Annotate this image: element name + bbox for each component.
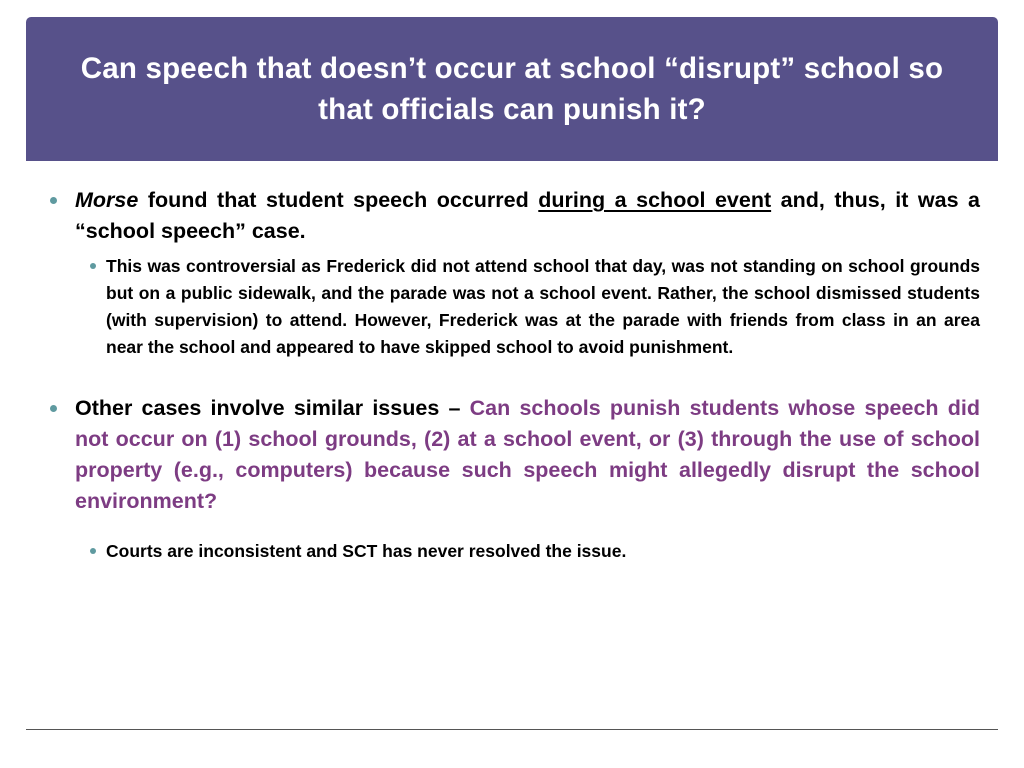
- bullet-dot-icon: [50, 405, 57, 412]
- sub-bullet-item-frederick: [90, 253, 980, 361]
- bullet-dot-icon: [90, 548, 96, 554]
- highlighted-question: Can schools punish students whose speech did not occur on (1) school grounds, (2) at a school event, or (3) through the use of school property (e.g., computers) because such speech might allegedly disrupt the school environment?: [75, 396, 981, 513]
- bullet-item-morse: [50, 185, 980, 247]
- sub-bullet-item-courts: [90, 538, 980, 565]
- case-name: Morse: [75, 188, 139, 212]
- bullet-dot-icon: [90, 263, 96, 269]
- underlined-phrase: during a school event: [538, 188, 772, 212]
- bullet-text: and, thus, it was a “school speech” case.: [75, 188, 980, 243]
- footer-divider: [26, 729, 998, 730]
- bullet-text: found that student speech occurred: [138, 188, 539, 212]
- sub-bullet-text: This was controversial as Frederick did not attend school that day, was not standing on school grounds but on a public sidewalk, and the parade was not a school event. Rather, the school dismissed students (with supervision) to attend. However, Frederick was at the parade with friends from class in an area near the school and appeared to have skipped school to avoid punishment.: [106, 256, 980, 357]
- slide-body: [50, 185, 980, 565]
- sub-bullet-text: Courts are inconsistent and SCT has never resolved the issue.: [106, 541, 627, 561]
- bullet-item-other-cases: [50, 393, 980, 517]
- bullet-text: Other cases involve similar issues –: [75, 396, 470, 420]
- slide-title: Can speech that doesn’t occur at school “disrupt” school so that officials can punish it?: [80, 52, 944, 126]
- bullet-dot-icon: [50, 197, 57, 204]
- slide-title-bar: [26, 17, 998, 161]
